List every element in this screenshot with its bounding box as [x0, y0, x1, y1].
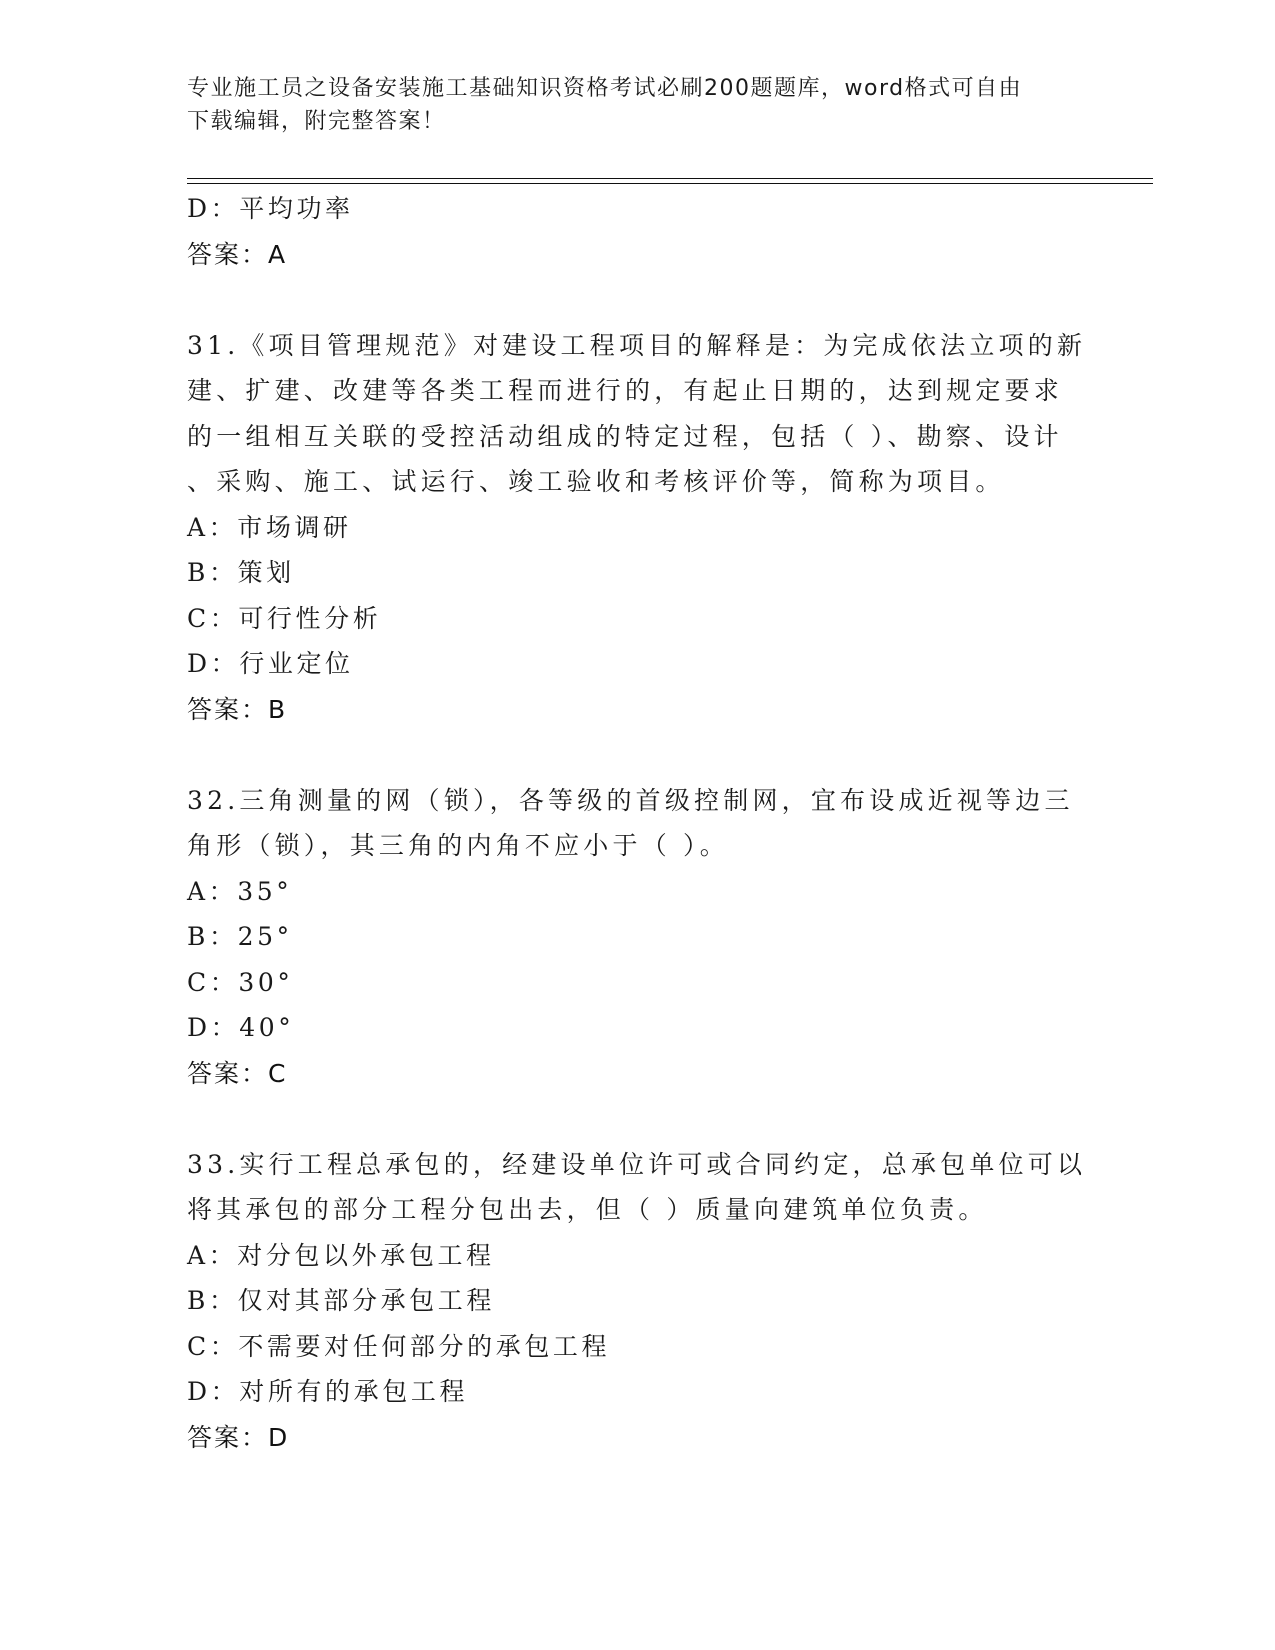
option-c: C：不需要对任何部分的承包工程 — [187, 1331, 611, 1361]
question-line: 33.实行工程总承包的，经建设单位许可或合同约定，总承包单位可以 — [187, 1149, 1087, 1179]
question-32 — [187, 778, 1087, 1097]
header-divider-bottom — [187, 183, 1153, 184]
option-d: D：对所有的承包工程 — [187, 1377, 469, 1406]
question-line: 31.《项目管理规范》对建设工程项目的解释是：为完成依法立项的新 — [187, 330, 1087, 360]
question-text — [187, 778, 1087, 869]
header-divider-top — [187, 178, 1153, 179]
answer-line: 答案：D — [187, 1422, 290, 1452]
question-text — [187, 1142, 1087, 1233]
question-line: 建、扩建、改建等各类工程而进行的，有起止日期的，达到规定要求 — [187, 376, 1064, 405]
option-a: A：35° — [187, 876, 293, 906]
answer-line: 答案：A — [187, 239, 288, 269]
question-content — [187, 186, 1087, 1460]
document-header — [187, 72, 1067, 138]
answer-line: 答案：C — [187, 1058, 288, 1088]
option-c: C：可行性分析 — [187, 603, 382, 633]
option-c: C：30° — [187, 967, 294, 997]
option-a: A：市场调研 — [187, 512, 352, 542]
option-b: B：策划 — [187, 558, 295, 587]
question-text — [187, 323, 1087, 505]
question-line: 的一组相互关联的受控活动组成的特定过程，包括（ ）、勘察、设计 — [187, 421, 1063, 451]
header-title-line-1: 专业施工员之设备安装施工基础知识资格考试必刷200题题库，word格式可自由 — [187, 76, 1023, 101]
spacer — [187, 1096, 1087, 1142]
previous-question-tail — [187, 186, 1087, 277]
question-33 — [187, 1142, 1087, 1461]
option-b: B：25° — [187, 922, 293, 951]
question-line: 、采购、施工、试运行、竣工验收和考核评价等，简称为项目。 — [187, 467, 1005, 496]
question-31 — [187, 323, 1087, 733]
spacer — [187, 277, 1087, 323]
answer-line: 答案：B — [187, 694, 288, 724]
option-d: D：平均功率 — [187, 194, 354, 223]
option-b: B：仅对其部分承包工程 — [187, 1286, 495, 1315]
spacer — [187, 732, 1087, 778]
question-line: 角形（锁），其三角的内角不应小于（ ）。 — [187, 831, 729, 860]
header-title-line-2: 下载编辑，附完整答案！ — [187, 109, 446, 134]
question-line: 32.三角测量的网（锁），各等级的首级控制网，宜布设成近视等边三 — [187, 785, 1074, 815]
option-d: D：40° — [187, 1013, 295, 1042]
question-line: 将其承包的部分工程分包出去，但（ ）质量向建筑单位负责。 — [187, 1195, 988, 1224]
option-a: A：对分包以外承包工程 — [187, 1240, 495, 1270]
option-d: D：行业定位 — [187, 649, 354, 678]
